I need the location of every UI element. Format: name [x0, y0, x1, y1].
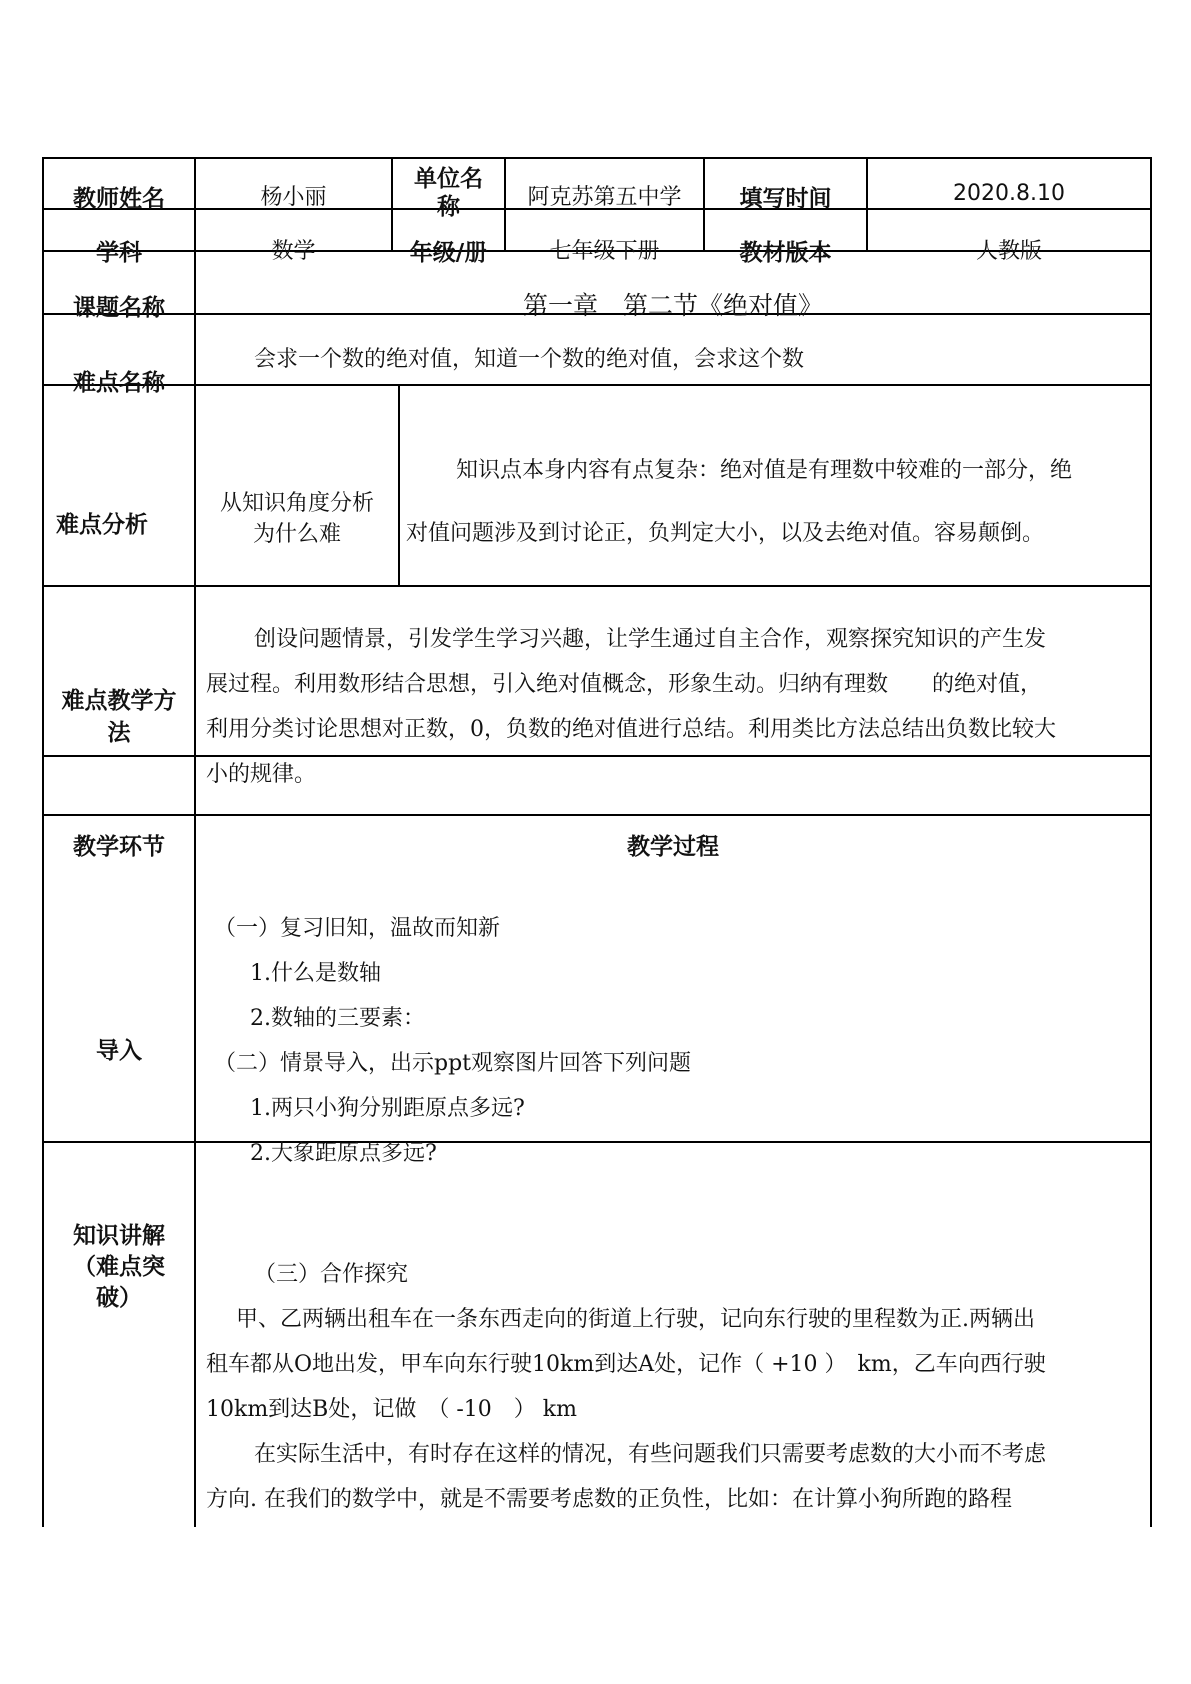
- analysis-sub-label: 从知识角度分析 为什么难: [219, 491, 374, 547]
- table-rule: [42, 384, 1152, 386]
- analysis-label: 难点分析: [56, 512, 148, 538]
- table-rule: [42, 157, 1152, 159]
- fill-date-value: 2020.8.10: [953, 181, 1065, 206]
- method-label: 难点教学方 法: [61, 688, 177, 746]
- grade-label: 年级/册: [409, 240, 488, 266]
- subject-value: 数学: [271, 239, 316, 264]
- analysis-text: 知识点本身内容有点复杂：绝对值是有理数中较难的一部分，绝 对值问题涉及到讨论正，负判定大小，以及去绝对值。容易颠倒。: [406, 458, 1073, 546]
- difficulty-value: 会求一个数的绝对值，知道一个数的绝对值，会求这个数: [254, 347, 805, 372]
- method-text: 创设问题情景，引发学生学习兴趣，让学生通过自主合作，观察探究知识的产生发 展过程。利用数形结合思想，引入绝对值概念，形象生动。归纳有理数 的绝对值， 利用分类讨论思想对正数，0，负数的绝对值进行总结。利用类比方法总结出负数比较大 小的规律。: [206, 627, 1056, 787]
- table-rule: [398, 384, 400, 585]
- process-header: 教学过程: [627, 834, 719, 860]
- intro-label: 导入: [96, 1038, 142, 1064]
- unit-name-value: 阿克苏第五中学: [527, 185, 682, 210]
- table-rule: [42, 585, 1152, 587]
- intro-text: （一）复习旧知，温故而知新 1.什么是数轴 2.数轴的三要素： （二）情景导入，出示ppt观察图片回答下列问题 1.两只小狗分别距原点多远? 2.大象距原点多远?: [214, 916, 692, 1166]
- unit-name-label: 单位名 称: [414, 166, 483, 220]
- subject-label: 学科: [96, 240, 142, 266]
- stage-header: 教学环节: [73, 834, 165, 860]
- knowledge-text: （三）合作探究 甲、乙两辆出租车在一条东西走向的街道上行驶，记向东行驶的里程数为正.两辆出 租车都从O地出发，甲车向东行驶10km到达A处，记作（ +10 ） km，乙车向西行驶 10km到达B处，记做 （ -10 ） km 在实际生活中，有时存在这样的情况，有些问题我们只需要考虑数的大小而不考虑 方向. 在我们的数学中，就是不需要考虑数的正负性，比如：在计算小狗所跑的路程: [206, 1262, 1047, 1512]
- edition-value: 人教版: [975, 239, 1042, 264]
- table-rule: [1150, 157, 1152, 1527]
- table-rule: [42, 814, 1152, 816]
- topic-value: 第一章 第二节《绝对值》: [522, 291, 823, 320]
- difficulty-label: 难点名称: [73, 370, 165, 396]
- topic-label: 课题名称: [73, 295, 165, 321]
- knowledge-label: 知识讲解 （难点突 破）: [73, 1223, 165, 1311]
- teacher-name-label: 教师姓名: [73, 186, 165, 212]
- grade-value: 七年级下册: [549, 239, 660, 264]
- fill-date-label: 填写时间: [739, 186, 832, 212]
- edition-label: 教材版本: [739, 240, 832, 266]
- teacher-name-value: 杨小丽: [260, 185, 327, 210]
